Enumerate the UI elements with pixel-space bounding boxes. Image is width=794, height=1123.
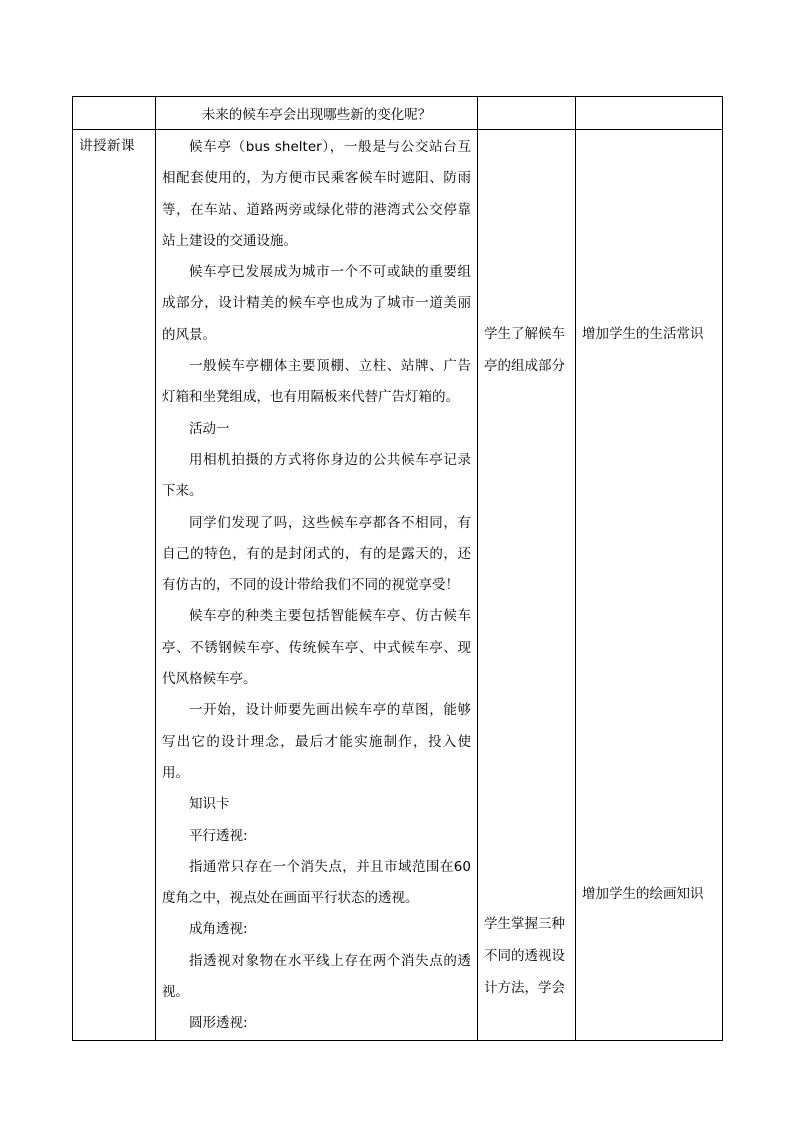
knowledge-card-heading: 知识卡	[189, 796, 230, 813]
term-heading: 圆形透视:	[189, 1015, 248, 1032]
stage-label: 讲授新课	[79, 138, 135, 154]
student-activity-note: 学生掌握三种不同的透视设计方法，学会	[484, 916, 565, 996]
table-header-row	[73, 97, 723, 130]
student-activity-note: 学生了解候车亭的组成部分	[484, 326, 565, 374]
paragraph: 候车亭（bus shelter），一般是与公交站台互相配套使用的，为方便市民乘客候车时遮阳、防雨等，在车站、道路两旁或绿化带的港湾式公交停靠站上建设的交通设施。	[162, 139, 471, 249]
paragraph: 指通常只存在一个消失点，并且市域范围在60度角之中，视点处在画面平行状态的透视。	[162, 858, 471, 907]
design-intent-note: 增加学生的生活常识	[582, 326, 704, 342]
paragraph: 一般候车亭棚体主要顶棚、立柱、站牌、广告灯箱和坐凳组成，也有用隔板来代替广告灯箱的。	[162, 358, 471, 406]
section-question-title: 未来的候车亭会出现哪些新的变化呢？	[201, 107, 432, 123]
paragraph: 一开始，设计师要先画出候车亭的草图，能够写出它的设计理念，最后才能实施制作，投入使用。	[162, 702, 471, 781]
teaching-content-cell	[156, 130, 478, 1041]
header-cell-empty-4	[576, 97, 723, 130]
term-heading: 成角透视:	[189, 921, 248, 938]
term-heading: 平行透视:	[189, 827, 248, 844]
design-intent-note: 增加学生的绘画知识	[582, 886, 704, 902]
paragraph: 候车亭已发展成为城市一个不可或缺的重要组成部分，设计精美的候车亭也成为了城市一道美丽的风景。	[162, 264, 471, 343]
paragraph: 指透视对象物在水平线上存在两个消失点的透视。	[162, 952, 471, 1001]
header-cell-empty-3	[478, 97, 576, 130]
activity-heading: 活动一	[189, 420, 230, 437]
paragraph: 候车亭的种类主要包括智能候车亭、仿古候车亭、不锈钢候车亭、传统候车亭、中式候车亭、现代风格候车亭。	[162, 608, 471, 688]
header-cell-empty-1	[73, 97, 156, 130]
table-body-row	[73, 130, 723, 1041]
lesson-plan-table	[72, 96, 723, 1041]
design-intent-cell	[576, 130, 723, 1041]
student-activity-cell	[478, 130, 576, 1041]
stage-cell	[73, 130, 156, 1041]
paragraph: 同学们发现了吗，这些候车亭都各不相同，有自己的特色，有的是封闭式的，有的是露天的，还有仿古的，不同的设计带给我们不同的视觉享受！	[162, 514, 471, 594]
header-title-cell	[156, 97, 478, 130]
teaching-content	[156, 130, 477, 1040]
paragraph: 用相机拍摄的方式将你身边的公共候车亭记录下来。	[162, 451, 471, 500]
